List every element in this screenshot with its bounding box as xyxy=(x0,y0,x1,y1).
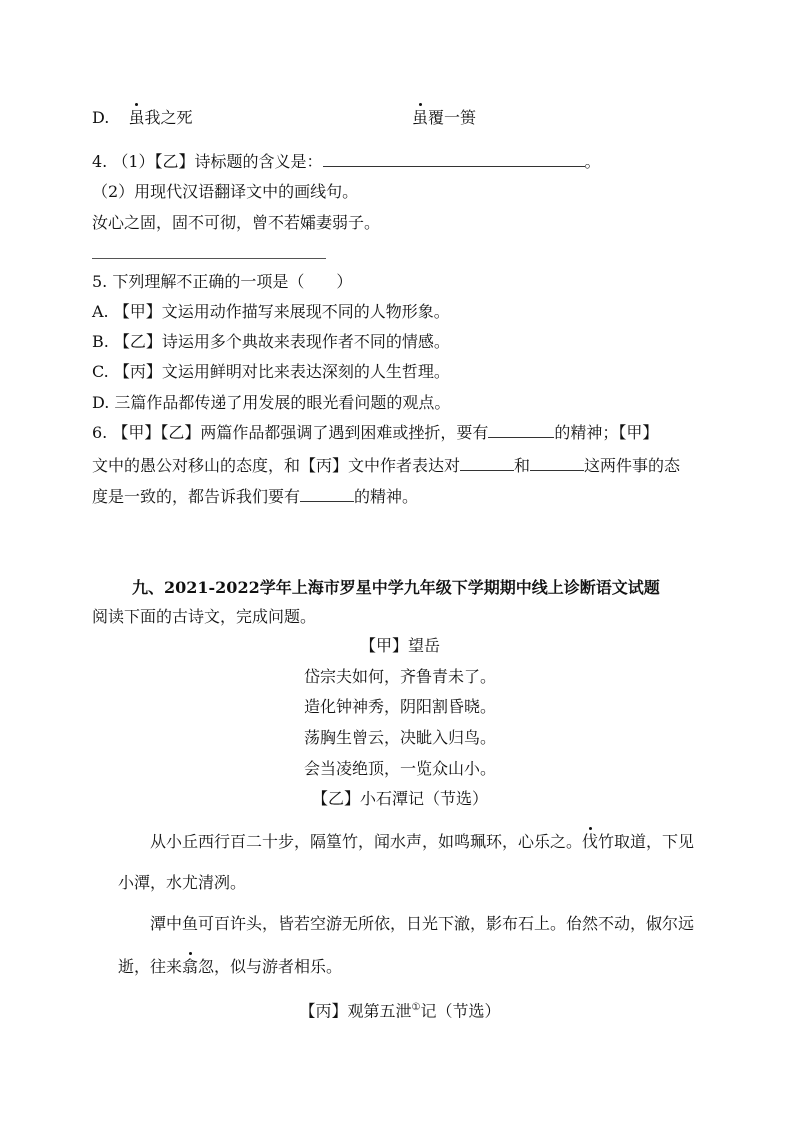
q4-part1-end: 。 xyxy=(584,152,601,171)
q6-text: 和 xyxy=(514,456,531,475)
text-yi-line xyxy=(118,957,342,977)
poem-line: 岱宗夫如何，齐鲁青未了。 xyxy=(303,667,496,686)
q6-text: 的精神；【甲】 xyxy=(554,423,659,442)
footnote-marker[interactable]: ① xyxy=(411,1002,421,1013)
text-yi-text: 从小丘西行百二十步，隔篁竹，闻水声，如鸣珮环，心乐之。 xyxy=(150,832,583,851)
q6-text: 的精神。 xyxy=(354,487,419,506)
option-d-label: D. xyxy=(92,108,110,127)
dotted-char: 伐 xyxy=(582,832,599,851)
text-bing-title-text: 记（节选） xyxy=(420,1001,501,1021)
q6-text: 这两件事的态 xyxy=(584,456,681,475)
q5-option-d: D. 三篇作品都传递了用发展的眼光看问题的观点。 xyxy=(92,393,451,412)
q5-option-c: C. 【丙】文运用鲜明对比来表达深刻的人生哲理。 xyxy=(92,362,450,381)
text-yi-title: 【乙】小石潭记（节选） xyxy=(311,789,488,808)
q6-line3 xyxy=(92,487,418,507)
poem-line: 造化钟神秀，阴阳割昏晓。 xyxy=(303,697,496,716)
q6-text: 6. 【甲】【乙】两篇作品都强调了遇到困难或挫折，要有 xyxy=(92,423,489,442)
section-title: 九、2021-2022学年上海市罗星中学九年级下学期期中线上诊断语文试题 xyxy=(132,578,660,597)
q4-part1 xyxy=(92,152,601,172)
section-instruction: 阅读下面的古诗文，完成问题。 xyxy=(92,607,317,626)
text-bing-title xyxy=(0,998,800,1021)
answer-blank[interactable] xyxy=(300,487,354,502)
q4-sentence: 汝心之固，固不可彻，曾不若孀妻弱子。 xyxy=(92,213,381,232)
q6-line1 xyxy=(92,423,658,443)
text-bing-title-text: 【丙】观第五泄 xyxy=(299,1001,412,1021)
dotted-char: 虽 xyxy=(128,108,145,127)
text-yi-text: 竹取道，下见 xyxy=(598,832,695,851)
text-yi-line: 小潭，水尤清冽。 xyxy=(118,873,247,892)
answer-line[interactable] xyxy=(92,258,326,259)
text-yi-text: 忽，似与游者相乐。 xyxy=(198,957,343,976)
q4-part1-text: 4. （1）【乙】诗标题的含义是： xyxy=(92,152,323,171)
q5-option-b: B. 【乙】诗运用多个典故来表现作者不同的情感。 xyxy=(92,332,450,351)
dotted-char: 翕 xyxy=(182,957,199,976)
poem-jia-title: 【甲】望岳 xyxy=(359,636,440,655)
dotted-char: 虽 xyxy=(412,108,429,127)
q6-line2 xyxy=(92,456,680,476)
answer-blank[interactable] xyxy=(460,456,514,471)
option-d-left-text: 我之死 xyxy=(144,108,193,127)
text-yi-line xyxy=(150,832,694,852)
answer-blank[interactable] xyxy=(323,152,585,167)
poem-line: 荡胸生曾云，决眦入归鸟。 xyxy=(303,728,496,747)
option-d-line xyxy=(92,108,192,128)
answer-blank[interactable] xyxy=(488,423,554,438)
text-yi-text: 逝，往来 xyxy=(118,957,183,976)
q4-part2: （2）用现代汉语翻译文中的画线句。 xyxy=(92,182,359,201)
q6-text: 度是一致的，都告诉我们要有 xyxy=(92,487,301,506)
answer-blank[interactable] xyxy=(530,456,584,471)
text-yi-line: 潭中鱼可百许头，皆若空游无所依，日光下澈，影布石上。佁然不动，俶尔远 xyxy=(150,914,695,933)
option-d-right-text: 覆一篑 xyxy=(428,108,477,127)
poem-line: 会当凌绝顶，一览众山小。 xyxy=(303,759,496,778)
option-d-right xyxy=(412,108,476,128)
q5-option-a: A. 【甲】文运用动作描写来展现不同的人物形象。 xyxy=(92,302,450,321)
q5-stem: 5. 下列理解不正确的一项是（ ） xyxy=(92,272,353,291)
q6-text: 文中的愚公对移山的态度，和【丙】文中作者表达对 xyxy=(92,456,461,475)
